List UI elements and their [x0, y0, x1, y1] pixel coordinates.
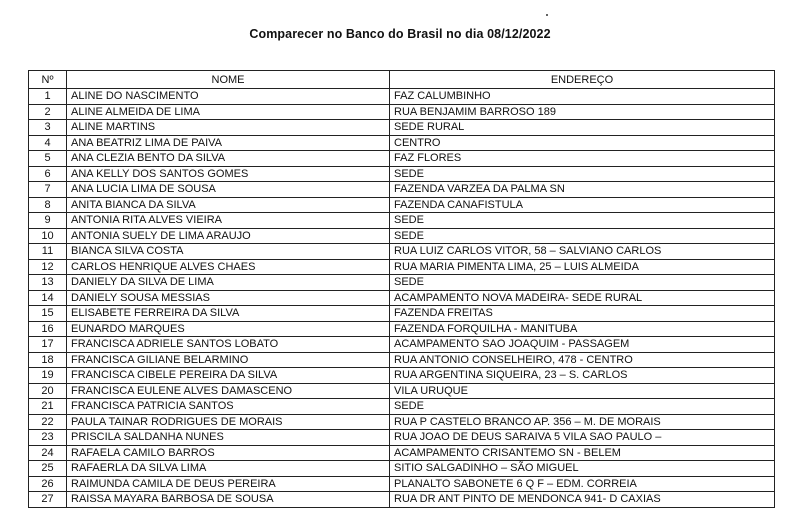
row-number: 21 [29, 399, 67, 415]
row-name: RAFAERLA DA SILVA LIMA [67, 461, 390, 477]
row-name: ALINE ALMEIDA DE LIMA [67, 104, 390, 120]
scan-speck [546, 14, 548, 16]
table-row [29, 151, 775, 167]
table-row [29, 135, 775, 151]
row-number: 3 [29, 120, 67, 136]
row-address: RUA MARIA PIMENTA LIMA, 25 – LUIS ALMEIDA [390, 259, 775, 275]
row-name: DANIELY DA SILVA DE LIMA [67, 275, 390, 291]
table-row [29, 321, 775, 337]
row-number: 23 [29, 430, 67, 446]
row-number: 18 [29, 352, 67, 368]
table-row [29, 414, 775, 430]
table-row [29, 383, 775, 399]
row-number: 8 [29, 197, 67, 213]
page-title: Comparecer no Banco do Brasil no dia 08/12/2022 [249, 27, 551, 41]
row-number: 16 [29, 321, 67, 337]
row-address: FAZ FLORES [390, 151, 775, 167]
row-name: RAIMUNDA CAMILA DE DEUS PEREIRA [67, 476, 390, 492]
row-address: FAZENDA VARZEA DA PALMA SN [390, 182, 775, 198]
row-name: DANIELY SOUSA MESSIAS [67, 290, 390, 306]
row-address: SEDE RURAL [390, 120, 775, 136]
row-number: 25 [29, 461, 67, 477]
header-number: Nº [29, 71, 67, 89]
row-number: 13 [29, 275, 67, 291]
table-row [29, 275, 775, 291]
row-address: SITIO SALGADINHO – SÃO MIGUEL [390, 461, 775, 477]
table-row [29, 445, 775, 461]
row-name: ELISABETE FERREIRA DA SILVA [67, 306, 390, 322]
row-number: 4 [29, 135, 67, 151]
row-address: SEDE [390, 213, 775, 229]
row-number: 2 [29, 104, 67, 120]
row-number: 12 [29, 259, 67, 275]
table-row [29, 306, 775, 322]
row-number: 22 [29, 414, 67, 430]
row-address: RUA BENJAMIM BARROSO 189 [390, 104, 775, 120]
row-name: FRANCISCA EULENE ALVES DAMASCENO [67, 383, 390, 399]
table-row [29, 430, 775, 446]
table-header-row [29, 71, 775, 89]
row-name: PRISCILA SALDANHA NUNES [67, 430, 390, 446]
table-row [29, 213, 775, 229]
table-row [29, 492, 775, 508]
table-row [29, 290, 775, 306]
row-name: FRANCISCA ADRIELE SANTOS LOBATO [67, 337, 390, 353]
row-number: 27 [29, 492, 67, 508]
row-name: ALINE MARTINS [67, 120, 390, 136]
row-address: RUA JOAO DE DEUS SARAIVA 5 VILA SAO PAULO – [390, 430, 775, 446]
row-name: PAULA TAINAR RODRIGUES DE MORAIS [67, 414, 390, 430]
row-number: 26 [29, 476, 67, 492]
row-name: FRANCISCA GILIANE BELARMINO [67, 352, 390, 368]
row-address: FAZENDA FORQUILHA - MANITUBA [390, 321, 775, 337]
row-number: 15 [29, 306, 67, 322]
row-address: VILA URUQUE [390, 383, 775, 399]
table-row [29, 89, 775, 105]
row-name: RAISSA MAYARA BARBOSA DE SOUSA [67, 492, 390, 508]
row-address: FAZENDA CANAFISTULA [390, 197, 775, 213]
row-address: SEDE [390, 275, 775, 291]
row-number: 5 [29, 151, 67, 167]
table-row [29, 476, 775, 492]
row-address: RUA DR ANT PINTO DE MENDONCA 941- D CAXIAS [390, 492, 775, 508]
row-number: 6 [29, 166, 67, 182]
row-name: ANA KELLY DOS SANTOS GOMES [67, 166, 390, 182]
beneficiary-table [28, 70, 775, 508]
table-row [29, 244, 775, 260]
row-name: RAFAELA CAMILO BARROS [67, 445, 390, 461]
table-row [29, 120, 775, 136]
header-name: NOME [67, 71, 390, 89]
row-name: ANTONIA RITA ALVES VIEIRA [67, 213, 390, 229]
row-address: ACAMPAMENTO CRISANTEMO SN - BELEM [390, 445, 775, 461]
row-number: 11 [29, 244, 67, 260]
table-row [29, 368, 775, 384]
row-address: FAZ CALUMBINHO [390, 89, 775, 105]
row-name: ALINE DO NASCIMENTO [67, 89, 390, 105]
row-number: 20 [29, 383, 67, 399]
row-address: ACAMPAMENTO SAO JOAQUIM - PASSAGEM [390, 337, 775, 353]
row-address: SEDE [390, 166, 775, 182]
table-row [29, 352, 775, 368]
row-number: 17 [29, 337, 67, 353]
table-row [29, 337, 775, 353]
row-address: CENTRO [390, 135, 775, 151]
row-address: SEDE [390, 228, 775, 244]
row-address: RUA ANTONIO CONSELHEIRO, 478 - CENTRO [390, 352, 775, 368]
row-name: ANTONIA SUELY DE LIMA ARAUJO [67, 228, 390, 244]
row-address: FAZENDA FREITAS [390, 306, 775, 322]
row-number: 9 [29, 213, 67, 229]
row-address: RUA P CASTELO BRANCO AP. 356 – M. DE MORAIS [390, 414, 775, 430]
row-name: FRANCISCA CIBELE PEREIRA DA SILVA [67, 368, 390, 384]
row-name: CARLOS HENRIQUE ALVES CHAES [67, 259, 390, 275]
table-row [29, 461, 775, 477]
table-row [29, 197, 775, 213]
row-number: 7 [29, 182, 67, 198]
row-name: EUNARDO MARQUES [67, 321, 390, 337]
row-address: ACAMPAMENTO NOVA MADEIRA- SEDE RURAL [390, 290, 775, 306]
row-number: 14 [29, 290, 67, 306]
row-number: 19 [29, 368, 67, 384]
row-name: ANITA BIANCA DA SILVA [67, 197, 390, 213]
header-address: ENDEREÇO [390, 71, 775, 89]
table-row [29, 228, 775, 244]
row-name: ANA CLEZIA BENTO DA SILVA [67, 151, 390, 167]
row-address: SEDE [390, 399, 775, 415]
table-row [29, 182, 775, 198]
table-row [29, 166, 775, 182]
row-address: PLANALTO SABONETE 6 Q F – EDM. CORREIA [390, 476, 775, 492]
table-row [29, 259, 775, 275]
row-name: FRANCISCA PATRICIA SANTOS [67, 399, 390, 415]
table-row [29, 104, 775, 120]
row-number: 10 [29, 228, 67, 244]
row-address: RUA LUIZ CARLOS VITOR, 58 – SALVIANO CARLOS [390, 244, 775, 260]
row-address: RUA ARGENTINA SIQUEIRA, 23 – S. CARLOS [390, 368, 775, 384]
table-row [29, 399, 775, 415]
row-name: ANA BEATRIZ LIMA DE PAIVA [67, 135, 390, 151]
row-number: 24 [29, 445, 67, 461]
row-name: ANA LUCIA LIMA DE SOUSA [67, 182, 390, 198]
row-name: BIANCA SILVA COSTA [67, 244, 390, 260]
row-number: 1 [29, 89, 67, 105]
